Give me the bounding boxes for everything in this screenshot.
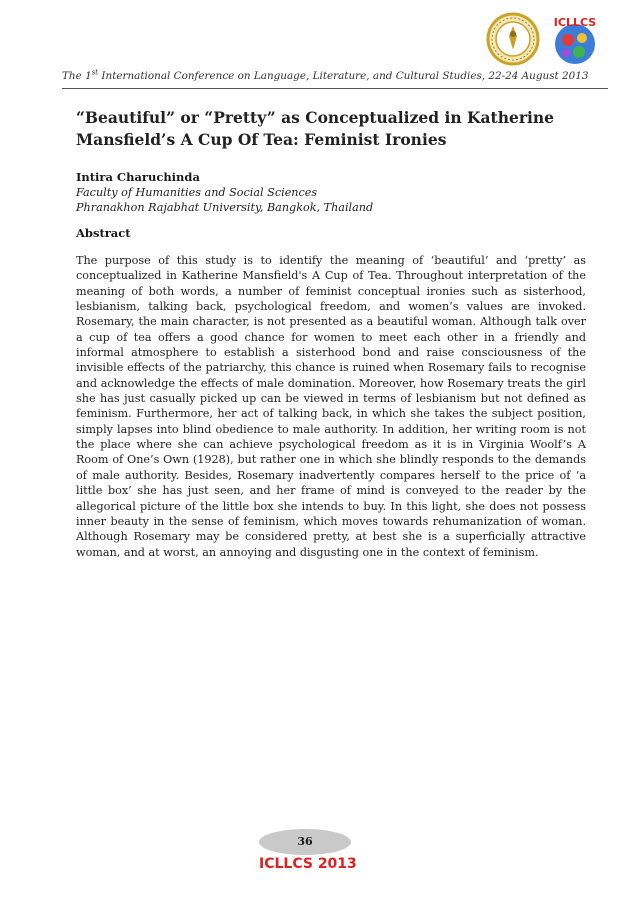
- conference-header: [62, 70, 608, 82]
- header-text-pre: The 1: [62, 70, 92, 82]
- abstract-text: The purpose of this study is to identify the meaning of ‘beautiful’ and ‘pretty’ as conceptualized in Katherine Mansfield's A Cup of Tea. Throughout interpretation of the meaning of both words, a number of feminist conceptual ironies such as sisterhood, lesbianism, talking back, psychological freedom, and women’s values are invoked. Rosemary, the main character, is not presented as a beautiful woman. Although talk over a cup of tea offers a good chance for women to meet each other in a friendly and informal atmosphere to establish a sisterhood bond and raise consciousness of the invisible effects of the patriarchy, this chance is ruined when Rosemary fails to recognise and acknowledge the effects of male domination. Moreover, how Rosemary treats the girl she has just casually picked up can be viewed in terms of lesbianism but not defined as feminism. Furthermore, her act of talking back, in which she takes the subject position, simply lapses into blind obedience to male authority. In addition, her writing room is not the place where she can achieve psychological freedom as it is in Virginia Woolf’s A Room of One’s Own (1928), but rather one in which she blindly responds to the demands of male authority. Besides, Rosemary inadvertently compares herself to the price of ‘a little box’ she has just seen, and her frame of mind is conveyed to the reader by the allegorical picture of the little box she intends to buy. In this light, she does not possess inner beauty in the sense of feminism, which moves towards rehumanization of woman. Although Rosemary may be considered pretty, at best she is a superficially attractive woman, and at worst, an annoying and disgusting one in the context of feminism.: [76, 254, 586, 559]
- footer-brand: ICLLCS 2013: [259, 856, 357, 872]
- university-seal-icon: [486, 12, 540, 66]
- page-number: 36: [259, 829, 351, 855]
- header-logos: [486, 12, 606, 70]
- header-text-sup: st: [91, 68, 99, 77]
- icllcs-logo-text: ICLLCS: [553, 16, 597, 29]
- abstract-heading: Abstract: [76, 226, 131, 240]
- icllcs-logo: [546, 14, 604, 68]
- author-name: Intira Charuchinda: [76, 170, 200, 184]
- header-text-post: International Conference on Language, Literature, and Cultural Studies, 22-24 August 2013: [98, 70, 589, 82]
- affiliation-university: Phranakhon Rajabhat University, Bangkok, Thailand: [76, 201, 374, 214]
- paper-title: “Beautiful” or “Pretty” as Conceptualized in Katherine Mansfield’s A Cup Of Tea: Feminist Ironies: [76, 108, 555, 149]
- affiliation-faculty: Faculty of Humanities and Social Sciences: [76, 186, 318, 199]
- header-divider: [62, 88, 608, 89]
